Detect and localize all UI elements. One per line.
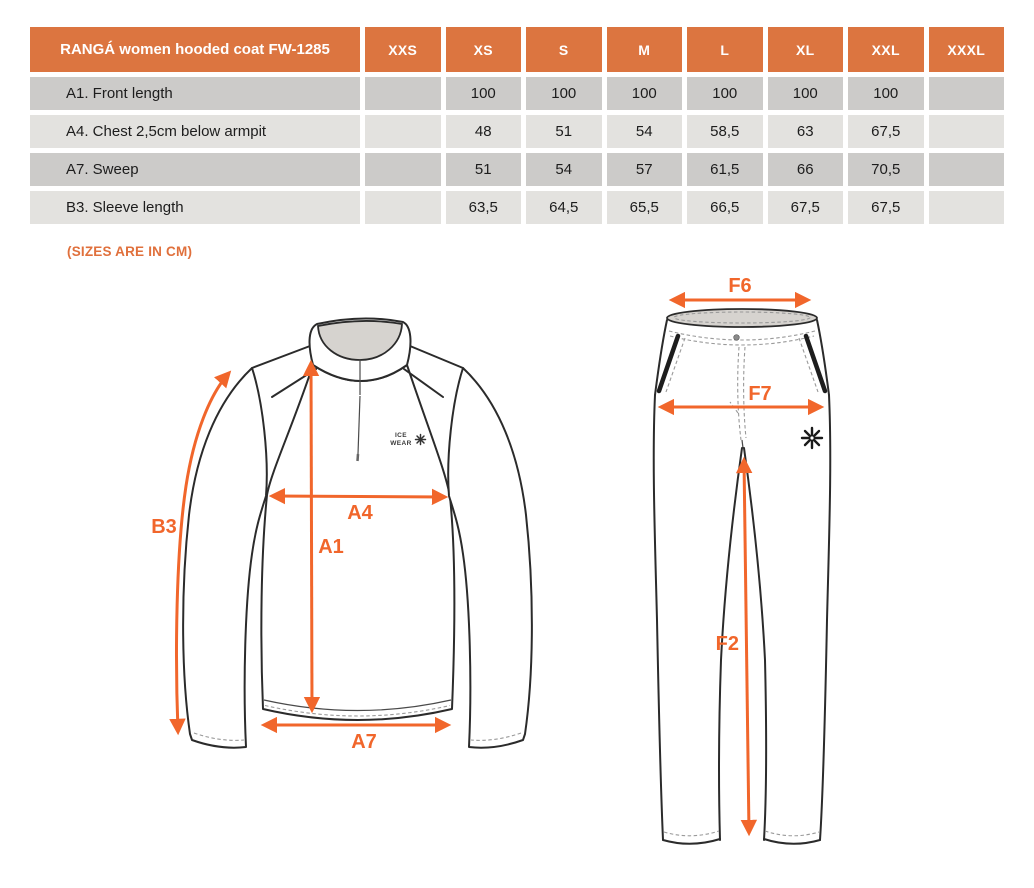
size-value-cell	[929, 77, 1005, 110]
arrow-f7	[661, 383, 821, 407]
size-value-cell: 67,5	[848, 115, 924, 148]
snowflake-icon	[802, 428, 822, 448]
pants-diagram	[654, 275, 831, 844]
size-table	[30, 27, 1004, 224]
size-value-cell: 100	[848, 77, 924, 110]
pants-left-leg	[654, 395, 663, 840]
measurement-label: A7. Sweep	[30, 153, 360, 186]
size-value-cell: 54	[607, 115, 683, 148]
size-value-cell: 57	[607, 153, 683, 186]
label-a7: A7	[351, 731, 377, 753]
size-header-s: S	[526, 27, 602, 72]
size-value-cell: 63,5	[446, 191, 522, 224]
size-value-cell: 66,5	[687, 191, 763, 224]
label-f7: F7	[748, 383, 772, 405]
size-header-m: M	[607, 27, 683, 72]
size-value-cell	[365, 77, 441, 110]
measurement-label: A4. Chest 2,5cm below armpit	[30, 115, 360, 148]
size-value-cell: 65,5	[607, 191, 683, 224]
size-value-cell: 48	[446, 115, 522, 148]
size-value-cell: 100	[687, 77, 763, 110]
measurement-label: B3. Sleeve length	[30, 191, 360, 224]
measurement-label: A1. Front length	[30, 77, 360, 110]
size-value-cell	[929, 191, 1005, 224]
size-value-cell: 51	[446, 153, 522, 186]
pants-fly	[738, 347, 741, 440]
size-header-l: L	[687, 27, 763, 72]
size-value-cell: 61,5	[687, 153, 763, 186]
pants-right-leg	[820, 395, 830, 840]
size-value-cell: 67,5	[848, 191, 924, 224]
label-a4: A4	[347, 502, 373, 524]
jacket-diagram	[151, 318, 532, 753]
size-header-xs: XS	[446, 27, 522, 72]
size-value-cell: 58,5	[687, 115, 763, 148]
measurement-diagrams	[0, 270, 1034, 888]
size-value-cell	[365, 191, 441, 224]
size-value-cell: 63	[768, 115, 844, 148]
size-value-cell: 100	[607, 77, 683, 110]
size-value-cell	[365, 153, 441, 186]
label-f6: F6	[728, 275, 752, 297]
size-value-cell: 67,5	[768, 191, 844, 224]
logo-text-line2: WEAR	[390, 440, 412, 447]
size-value-cell	[929, 115, 1005, 148]
jacket-body	[261, 365, 454, 720]
waist-button	[734, 335, 740, 341]
size-value-cell: 100	[526, 77, 602, 110]
size-value-cell: 64,5	[526, 191, 602, 224]
size-header-xxxl: XXXL	[929, 27, 1005, 72]
jacket-left-sleeve	[183, 368, 267, 748]
table-title: RANGÁ women hooded coat FW-1285	[30, 27, 360, 72]
size-header-xl: XL	[768, 27, 844, 72]
label-b3: B3	[151, 516, 177, 538]
size-value-cell: 54	[526, 153, 602, 186]
size-value-cell: 100	[446, 77, 522, 110]
jacket-right-sleeve	[448, 368, 532, 748]
arrow-a7	[264, 725, 448, 753]
size-value-cell: 51	[526, 115, 602, 148]
size-value-cell	[929, 153, 1005, 186]
units-note: (SIZES ARE IN CM)	[67, 244, 193, 259]
size-value-cell: 70,5	[848, 153, 924, 186]
size-value-cell: 100	[768, 77, 844, 110]
logo-text-line1: ICE	[394, 432, 408, 439]
size-header-xxs: XXS	[365, 27, 441, 72]
label-a1: A1	[318, 536, 344, 558]
size-value-cell	[365, 115, 441, 148]
size-header-xxl: XXL	[848, 27, 924, 72]
label-f2: F2	[715, 633, 739, 655]
size-value-cell: 66	[768, 153, 844, 186]
arrow-f6	[672, 275, 808, 300]
snowflake-icon	[416, 435, 426, 445]
